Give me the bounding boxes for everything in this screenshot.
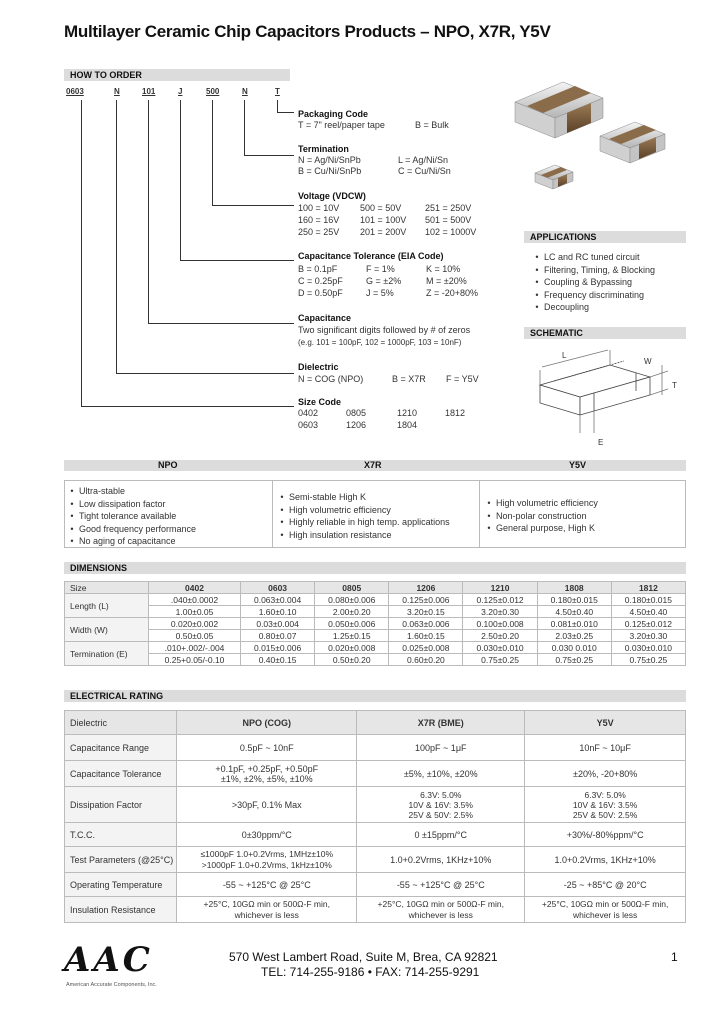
schematic-label-w: W: [644, 357, 652, 366]
table-row: [65, 847, 686, 873]
features-x7r-heading: X7R: [364, 460, 382, 470]
leader-line: [277, 100, 278, 112]
size-code-value: 0805: [346, 408, 367, 418]
medium-chip: [600, 122, 665, 163]
application-item: • Coupling & Bypassing: [535, 277, 633, 287]
cell: +25°C, 10GΩ min or 500Ω-F min, whichever is less: [525, 897, 686, 923]
schematic-label-l: L: [562, 351, 567, 360]
table-row: [65, 606, 686, 618]
cell: 0.030 0.010: [537, 642, 611, 654]
cell: 0.030±0.010: [463, 642, 537, 654]
cell: 0.25+0.05/-0.10: [149, 654, 241, 666]
leader-line: [81, 406, 294, 407]
cell: 0.081±0.010: [537, 618, 611, 630]
feature-item: • High volumetric efficiency: [280, 504, 391, 515]
applications-heading: APPLICATIONS: [524, 231, 686, 243]
cell: -55 ~ +125°C @ 25°C: [177, 873, 357, 897]
tolerance-value: G = ±2%: [366, 276, 402, 286]
cell: 0.125±0.012: [611, 618, 685, 630]
size-header: 1206: [389, 582, 463, 594]
cell: 0.40±0.15: [241, 654, 315, 666]
table-row: [65, 823, 686, 847]
size-code-value: 0402: [298, 408, 319, 418]
size-code-value: 1206: [346, 420, 367, 430]
electrical-heading: ELECTRICAL RATING: [64, 690, 686, 702]
company-address: 570 West Lambert Road, Suite M, Brea, CA 92821: [229, 950, 498, 964]
table-row: [65, 735, 686, 761]
tolerance-value: C = 0.25pF: [298, 276, 343, 286]
cell: +30%/-80%ppm/°C: [525, 823, 686, 847]
dielectric-value: B = X7R: [392, 374, 426, 384]
leader-line: [244, 155, 294, 156]
cell: 1.00±0.05: [149, 606, 241, 618]
order-code-tolerance: J: [178, 87, 183, 96]
cell: 0.60±0.20: [389, 654, 463, 666]
capacitance-example: (e.g. 101 = 100pF, 102 = 1000pF, 103 = 10nF): [298, 338, 462, 347]
features-header: [64, 460, 686, 471]
size-code-value: 1804: [397, 420, 418, 430]
cell: 0.100±0.008: [463, 618, 537, 630]
how-to-order-heading: HOW TO ORDER: [64, 69, 290, 81]
row-label: Width (W): [65, 618, 149, 642]
termination-value: N = Ag/Ni/SnPb: [298, 155, 361, 165]
voltage-label: Voltage (VDCW): [298, 191, 366, 201]
table-row: [65, 787, 686, 823]
voltage-value: 160 = 16V: [298, 215, 340, 225]
dielectric-value: F = Y5V: [446, 374, 479, 384]
cell: 0.080±0.006: [315, 594, 389, 606]
cell: 0.180±0.015: [611, 594, 685, 606]
tolerance-value: B = 0.1pF: [298, 264, 338, 274]
small-chip: [535, 165, 573, 189]
feature-item: • Non-polar construction: [487, 510, 587, 521]
table-row: [65, 594, 686, 606]
cell: 0.180±0.015: [537, 594, 611, 606]
leader-line: [116, 100, 117, 373]
application-item: • LC and RC tuned circuit: [535, 252, 640, 262]
cell: 0.75±0.25: [537, 654, 611, 666]
cell: ±20%, -20+80%: [525, 761, 686, 787]
page-title: Multilayer Ceramic Chip Capacitors Products – NPO, X7R, Y5V: [64, 22, 551, 41]
cell: 0.50±0.05: [149, 630, 241, 642]
tolerance-value: K = 10%: [426, 264, 461, 274]
size-code-label: Size Code: [298, 397, 342, 407]
cell: 1.25±0.15: [315, 630, 389, 642]
voltage-value: 250 = 25V: [298, 227, 340, 237]
tolerance-value: Z = -20+80%: [426, 288, 479, 298]
order-code-packaging: T: [275, 87, 280, 96]
cell: 3.20±0.30: [463, 606, 537, 618]
leader-line: [81, 100, 82, 406]
y5v-column-header: Y5V: [525, 711, 686, 735]
npo-column-header: NPO (COG): [177, 711, 357, 735]
applications-list: [530, 251, 655, 314]
cell: 1.0+0.2Vrms, 1KHz+10%: [525, 847, 686, 873]
schematic-heading: SCHEMATIC: [524, 327, 686, 339]
voltage-value: 101 = 100V: [360, 215, 407, 225]
tolerance-label: Capacitance Tolerance (EIA Code): [298, 251, 444, 261]
cell: 0.03±0.004: [241, 618, 315, 630]
cell: 3.20±0.15: [389, 606, 463, 618]
npo-features: [65, 485, 196, 548]
size-code-value: 1210: [397, 408, 418, 418]
size-code-value: 0603: [298, 420, 319, 430]
dimensions-header-row: [65, 582, 686, 594]
table-row: [65, 761, 686, 787]
feature-item: • No aging of capacitance: [70, 536, 176, 546]
cell: 1.60±0.10: [241, 606, 315, 618]
aac-logo: AAC: [64, 940, 153, 980]
cell: 4.50±0.40: [537, 606, 611, 618]
termination-value: C = Cu/Ni/Sn: [398, 166, 451, 176]
row-label: Capacitance Tolerance: [65, 761, 177, 787]
cell: 2.03±0.25: [537, 630, 611, 642]
order-code-dielectric: N: [114, 87, 120, 96]
schematic-diagram: [520, 345, 690, 450]
row-label: Insulation Resistance: [65, 897, 177, 923]
cell: 0.75±0.25: [463, 654, 537, 666]
packaging-value: T = 7" reel/paper tape: [298, 120, 385, 130]
leader-line: [148, 100, 149, 323]
row-label: Capacitance Range: [65, 735, 177, 761]
voltage-value: 102 = 1000V: [425, 227, 477, 237]
voltage-value: 100 = 10V: [298, 203, 340, 213]
table-row: [65, 630, 686, 642]
large-chip: [515, 82, 603, 138]
feature-item: • Semi-stable High K: [280, 492, 367, 502]
tolerance-value: F = 1%: [366, 264, 395, 274]
row-label: Termination (E): [65, 642, 149, 666]
order-code-size: 0603: [66, 87, 84, 96]
size-column-header: Size: [65, 582, 149, 594]
divider: [272, 481, 273, 547]
electrical-table: [64, 710, 686, 923]
cell: 0.063±0.006: [389, 618, 463, 630]
capacitance-description: Two significant digits followed by # of zeros: [298, 325, 471, 335]
cell: .010+.002/-.004: [149, 642, 241, 654]
row-label: Dissipation Factor: [65, 787, 177, 823]
cell: 10nF ~ 10μF: [525, 735, 686, 761]
dimensions-table: [64, 581, 686, 666]
voltage-value: 201 = 200V: [360, 227, 407, 237]
cell: 0.020±0.008: [315, 642, 389, 654]
cell: +25°C, 10GΩ min or 500Ω-F min, whichever is less: [177, 897, 357, 923]
termination-value: B = Cu/Ni/SnPb: [298, 166, 362, 176]
packaging-value: B = Bulk: [415, 120, 449, 130]
table-row: [65, 654, 686, 666]
cell: 0.025±0.008: [389, 642, 463, 654]
features-box: [64, 480, 686, 548]
size-code-value: 1812: [445, 408, 466, 418]
feature-item: • High insulation resistance: [280, 529, 392, 540]
capacitor-chips-illustration: [505, 70, 695, 200]
schematic-label-t: T: [672, 381, 677, 390]
table-row: [65, 897, 686, 923]
size-header: 1808: [537, 582, 611, 594]
feature-item: • High volumetric efficiency: [487, 498, 598, 508]
logo-subtitle: American Accurate Components, Inc.: [66, 982, 157, 988]
feature-item: • Good frequency performance: [70, 523, 197, 534]
cell: 0.50±0.20: [315, 654, 389, 666]
leader-line: [277, 112, 294, 113]
cell: 6.3V: 5.0% 10V & 16V: 3.5% 25V & 50V: 2.5%: [525, 787, 686, 823]
capacitance-label: Capacitance: [298, 313, 352, 323]
y5v-features: [482, 497, 598, 535]
cell: 2.00±0.20: [315, 606, 389, 618]
cell: 0.030±0.010: [611, 642, 685, 654]
x7r-column-header: X7R (BME): [357, 711, 525, 735]
row-label: T.C.C.: [65, 823, 177, 847]
size-header: 0603: [241, 582, 315, 594]
cell: 0.75±0.25: [611, 654, 685, 666]
size-header: 0402: [149, 582, 241, 594]
cell: 0.125±0.006: [389, 594, 463, 606]
dielectric-label: Dielectric: [298, 362, 339, 372]
row-label: Test Parameters (@25°C): [65, 847, 177, 873]
cell: 3.20±0.30: [611, 630, 685, 642]
order-code-termination: N: [242, 87, 248, 96]
x7r-features: [275, 491, 450, 541]
cell: 0±30ppm/°C: [177, 823, 357, 847]
application-item: • Decoupling: [535, 302, 590, 312]
voltage-value: 251 = 250V: [425, 203, 472, 213]
application-item: • Filtering, Timing, & Blocking: [535, 264, 656, 275]
cell: +0.1pF, +0.25pF, +0.50pF ±1%, ±2%, ±5%, ±10%: [177, 761, 357, 787]
order-code-voltage: 500: [206, 87, 220, 96]
electrical-header-row: [65, 711, 686, 735]
termination-value: L = Ag/Ni/Sn: [398, 155, 448, 165]
dielectric-value: N = COG (NPO): [298, 374, 364, 384]
order-code-capacitance: 101: [142, 87, 156, 96]
cell: 100pF ~ 1μF: [357, 735, 525, 761]
leader-line: [212, 100, 213, 205]
cell: 0.125±0.012: [463, 594, 537, 606]
cell: 2.50±0.20: [463, 630, 537, 642]
feature-item: • Tight tolerance available: [70, 511, 177, 521]
dimensions-heading: DIMENSIONS: [64, 562, 686, 574]
packaging-label: Packaging Code: [298, 109, 369, 119]
cell: +25°C, 10GΩ min or 500Ω-F min, whichever is less: [357, 897, 525, 923]
cell: 1.0+0.2Vrms, 1KHz+10%: [357, 847, 525, 873]
feature-item: • Highly reliable in high temp. applications: [280, 517, 450, 527]
cell: 0 ±15ppm/°C: [357, 823, 525, 847]
cell: 0.5pF ~ 10nF: [177, 735, 357, 761]
cell: 0.063±0.004: [241, 594, 315, 606]
row-label: Operating Temperature: [65, 873, 177, 897]
cell: 1.60±0.15: [389, 630, 463, 642]
tolerance-value: M = ±20%: [426, 276, 467, 286]
divider: [479, 481, 480, 547]
leader-line: [116, 373, 294, 374]
feature-item: • Ultra-stable: [70, 486, 126, 496]
leader-line: [212, 205, 294, 206]
cell: -25 ~ +85°C @ 20°C: [525, 873, 686, 897]
leader-line: [180, 260, 294, 261]
leader-line: [180, 100, 181, 260]
table-row: [65, 642, 686, 654]
schematic-label-e: E: [598, 438, 604, 447]
size-header: 1812: [611, 582, 685, 594]
leader-line: [148, 323, 294, 324]
tolerance-value: J = 5%: [366, 288, 394, 298]
size-header: 1210: [463, 582, 537, 594]
cell: 6.3V: 5.0% 10V & 16V: 3.5% 25V & 50V: 2.5%: [357, 787, 525, 823]
feature-item: • General purpose, High K: [487, 523, 596, 533]
feature-item: • Low dissipation factor: [70, 498, 166, 509]
leader-line: [244, 100, 245, 155]
voltage-value: 501 = 500V: [425, 215, 472, 225]
features-npo-heading: NPO: [158, 460, 178, 470]
tolerance-value: D = 0.50pF: [298, 288, 343, 298]
size-header: 0805: [315, 582, 389, 594]
cell: 0.050±0.006: [315, 618, 389, 630]
cell: 0.80±0.07: [241, 630, 315, 642]
voltage-value: 500 = 50V: [360, 203, 402, 213]
dielectric-column-header: Dielectric: [65, 711, 177, 735]
cell: ≤1000pF 1.0+0.2Vrms, 1MHz±10% >1000pF 1.0+0.2Vrms, 1kHz±10%: [177, 847, 357, 873]
cell: .040±0.0002: [149, 594, 241, 606]
company-contact: TEL: 714-255-9186 • FAX: 714-255-9291: [261, 965, 480, 979]
application-item: • Frequency discriminating: [535, 289, 645, 300]
features-y5v-heading: Y5V: [569, 460, 587, 470]
termination-label: Termination: [298, 144, 349, 154]
cell: >30pF, 0.1% Max: [177, 787, 357, 823]
cell: 0.015±0.006: [241, 642, 315, 654]
cell: ±5%, ±10%, ±20%: [357, 761, 525, 787]
cell: -55 ~ +125°C @ 25°C: [357, 873, 525, 897]
row-label: Length (L): [65, 594, 149, 618]
cell: 4.50±0.40: [611, 606, 685, 618]
page-number: 1: [671, 950, 678, 964]
table-row: [65, 873, 686, 897]
cell: 0.020±0.002: [149, 618, 241, 630]
table-row: [65, 618, 686, 630]
